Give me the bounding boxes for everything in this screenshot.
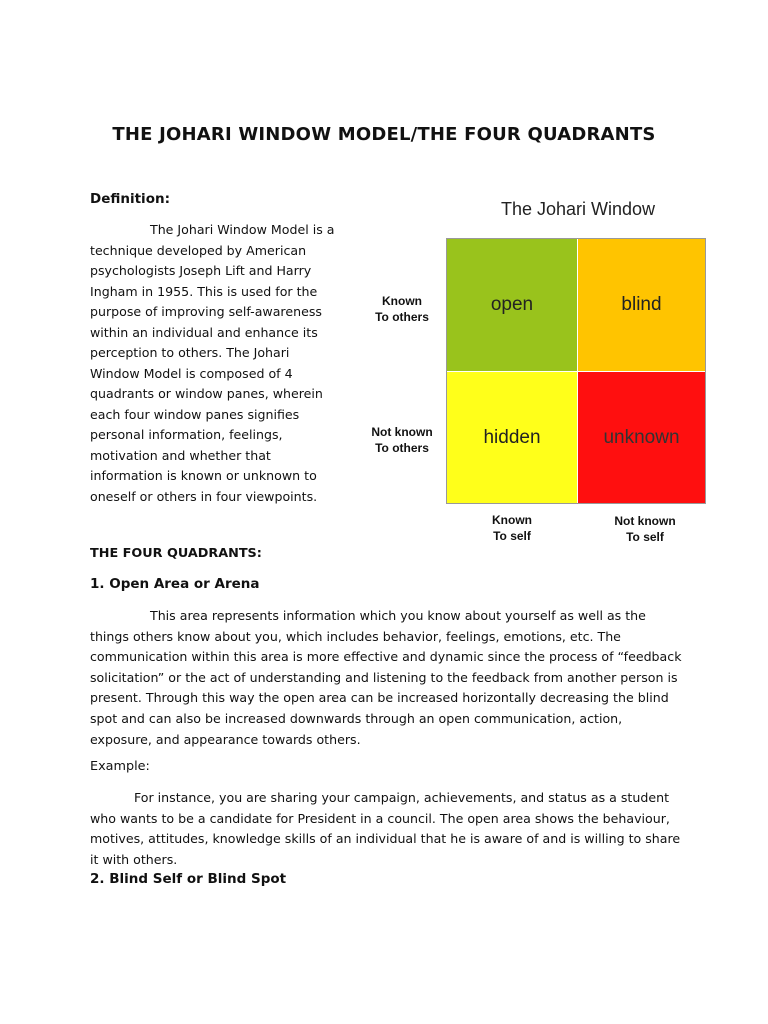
quadrant-open: open (447, 239, 577, 371)
quadrant-hidden: hidden (447, 372, 577, 503)
example-paragraph: For instance, you are sharing your campaign, achievements, and status as a student who wants to be a candidate for President in a council. The open area shows the behaviour, motives, attitudes, knowledge skills of an individual that he is aware of and is willing to share it with others. (90, 790, 681, 867)
page-title: THE JOHARI WINDOW MODEL/THE FOUR QUADRANTS (112, 124, 656, 145)
col-label-known-to-self (470, 512, 554, 544)
col-label-line: To self (493, 529, 531, 543)
open-area-paragraph: This area represents information which you know about yourself as well as the things others know about you, which includes behavior, feelings, emotions, etc. The communication within this area is more effective and dynamic since the process of “feedback solicitation” or the act of understanding and listening to the feedback from another person is present. Through this way the open area can be increased horizontally decreasing the blind spot and can also be increased downwards through an open communication, action, exposure, and appearance towards others. (90, 608, 682, 747)
definition-paragraph: The Johari Window Model is a technique developed by American psychologists Joseph Lift and Harry Ingham in 1955. This is used for the purpose of improving self-awareness within an individual and enhance its perception to others. The Johari Window Model is composed of 4 quadrants or window panes, wherein each four window panes signifies personal information, feelings, motivation and whether that information is known or unknown to oneself or others in four viewpoints. (90, 222, 335, 504)
row-label-not-known-to-others (362, 424, 442, 456)
row-label-line: Known (382, 294, 422, 308)
col-label-not-known-to-self (598, 513, 692, 545)
four-quadrants-heading: THE FOUR QUADRANTS: (90, 546, 262, 561)
row-label-line: Not known (371, 425, 433, 439)
blind-spot-heading: 2. Blind Self or Blind Spot (90, 871, 287, 887)
quadrant-blind: blind (578, 239, 705, 371)
row-label-line: To others (375, 441, 429, 455)
row-label-known-to-others (362, 293, 442, 325)
col-label-line: To self (626, 530, 664, 544)
johari-grid (446, 238, 706, 504)
col-label-line: Not known (614, 514, 676, 528)
quadrant-unknown: unknown (578, 372, 705, 503)
example-label: Example: (90, 759, 150, 774)
open-area-heading: 1. Open Area or Arena (90, 576, 260, 592)
col-label-line: Known (492, 513, 532, 527)
row-label-line: To others (375, 310, 429, 324)
definition-heading: Definition: (90, 191, 170, 207)
figure-title: The Johari Window (500, 199, 656, 219)
